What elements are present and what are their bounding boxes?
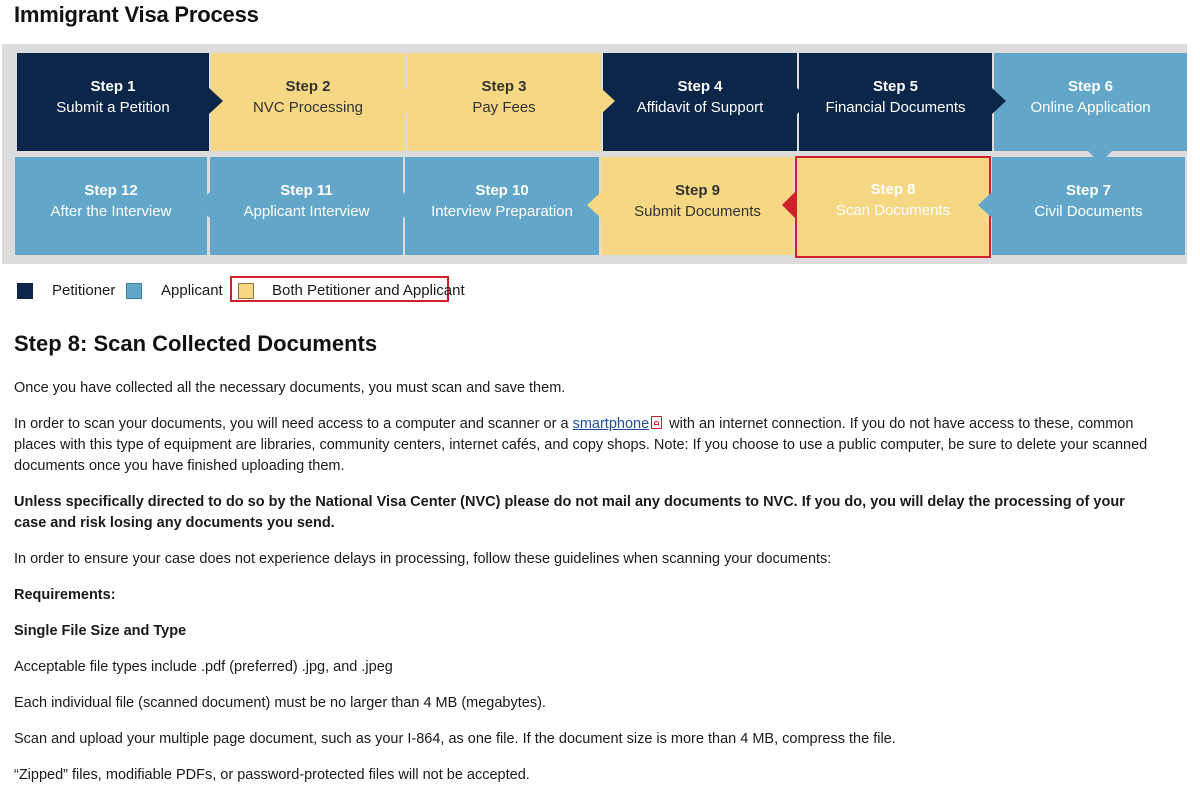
- legend-label: Both Petitioner and Applicant: [272, 282, 465, 299]
- step-number: Step 7: [1065, 182, 1111, 199]
- text: with an internet connection. If you do not have access to these, common places with this type of equipment are libraries, community centers, internet cafés, and copy shops. Note: If you choose to use a public computer, be sure to delete your scanned documents once you have finished uploading them.: [14, 416, 1148, 474]
- subheading: Single File Size and Type: [14, 623, 187, 639]
- step-content: [14, 330, 1154, 801]
- step-8-scan-documents[interactable]: [795, 156, 991, 258]
- arrow-left-icon: [196, 192, 210, 218]
- step-label: After the Interview: [50, 203, 172, 220]
- arrow-right-icon: [209, 88, 223, 114]
- paragraph: Each individual file (scanned document) must be no larger than 4 MB (megabytes).: [14, 695, 546, 711]
- legend-label: Applicant: [161, 282, 223, 299]
- step-number: Step 10: [475, 182, 529, 199]
- step-10-interview-preparation[interactable]: [405, 157, 599, 255]
- step-1-submit-petition[interactable]: [17, 53, 209, 151]
- paragraph: In order to ensure your case does not experience delays in processing, follow these guidelines when scanning your documents:: [14, 551, 832, 567]
- both-swatch: [238, 283, 254, 299]
- paragraph: Scan and upload your multiple page document, such as your I-864, as one file. If the document size is more than 4 MB, compress the file.: [14, 731, 896, 747]
- step-label: Applicant Interview: [243, 203, 370, 220]
- step-number: Step 11: [280, 182, 333, 199]
- step-number: Step 2: [285, 78, 331, 95]
- section-heading: Step 8: Scan Collected Documents: [14, 331, 378, 356]
- step-label: Submit a Petition: [56, 99, 170, 116]
- petitioner-swatch: [17, 283, 33, 299]
- step-label: Affidavit of Support: [636, 99, 764, 116]
- step-number: Step 9: [674, 182, 720, 199]
- step-12-after-interview[interactable]: [15, 157, 207, 255]
- paragraph: Once you have collected all the necessary documents, you must scan and save them.: [14, 380, 566, 396]
- arrow-down-icon: [1088, 151, 1112, 164]
- arrow-right-icon: [601, 88, 615, 114]
- step-label: Financial Documents: [825, 99, 966, 116]
- step-11-applicant-interview[interactable]: [210, 157, 403, 255]
- arrow-left-icon: [782, 192, 795, 218]
- paragraph: [14, 414, 1154, 477]
- arrow-right-icon: [992, 88, 1006, 114]
- step-number: Step 3: [481, 78, 527, 95]
- step-number: Step 6: [1067, 78, 1113, 95]
- step-label: Interview Preparation: [431, 203, 573, 220]
- step-label: Civil Documents: [1034, 203, 1143, 220]
- warning-paragraph: Unless specifically directed to do so by the National Visa Center (NVC) please do not mail any documents to NVC. If you do, you will delay the processing of your case and risk losing any documents you send.: [14, 494, 1125, 531]
- step-label: Pay Fees: [472, 99, 536, 116]
- step-7-civil-documents[interactable]: [992, 157, 1185, 255]
- arrow-left-icon: [391, 192, 405, 218]
- step-label: Online Application: [1030, 99, 1151, 116]
- step-number: Step 1: [90, 78, 136, 95]
- legend-label: Petitioner: [52, 282, 116, 299]
- page-title: Immigrant Visa Process: [14, 2, 259, 27]
- step-3-pay-fees[interactable]: [407, 53, 601, 151]
- paragraph: Acceptable file types include .pdf (preferred) .jpg, and .jpeg: [14, 659, 393, 675]
- step-label: NVC Processing: [252, 99, 364, 116]
- step-label: Scan Documents: [835, 202, 951, 219]
- paragraph: “Zipped” files, modifiable PDFs, or password-protected files will not be accepted.: [14, 767, 530, 783]
- arrow-left-icon: [587, 192, 601, 218]
- requirements-label: Requirements:: [14, 587, 116, 603]
- step-4-affidavit-of-support[interactable]: [603, 53, 797, 151]
- step-number: Step 8: [870, 181, 916, 198]
- step-6-online-application[interactable]: [994, 53, 1187, 151]
- text: In order to scan your documents, you will need access to a computer and scanner or a: [14, 416, 573, 432]
- step-9-submit-documents[interactable]: [601, 157, 794, 255]
- step-number: Step 12: [84, 182, 138, 199]
- step-2-nvc-processing[interactable]: [211, 53, 405, 151]
- arrow-left-icon: [978, 192, 992, 218]
- step-label: Submit Documents: [634, 203, 761, 220]
- arrow-right-icon: [405, 88, 419, 114]
- step-5-financial-documents[interactable]: [799, 53, 992, 151]
- arrow-right-icon: [797, 88, 811, 114]
- step-number: Step 4: [677, 78, 723, 95]
- applicant-swatch: [126, 283, 142, 299]
- process-stepper: [2, 44, 1187, 264]
- pdf-icon: [651, 416, 662, 429]
- step-number: Step 5: [872, 78, 918, 95]
- smartphone-link[interactable]: smartphone: [572, 416, 650, 432]
